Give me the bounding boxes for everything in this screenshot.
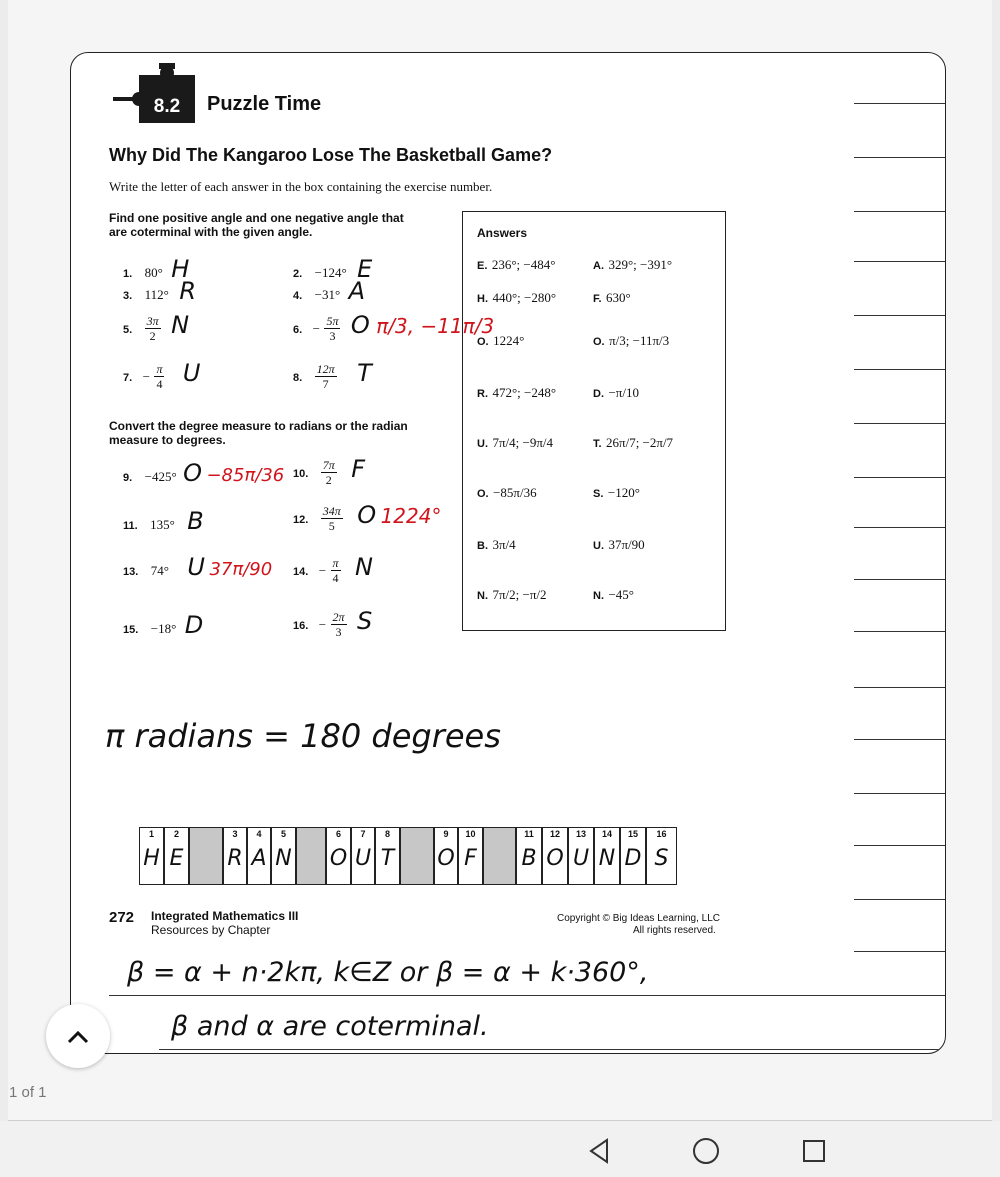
grid-cell: 8 T xyxy=(375,827,400,885)
grid-cell: 6 O xyxy=(326,827,351,885)
section-number: 8.2 xyxy=(139,92,195,122)
part2-heading xyxy=(109,419,408,447)
answers-box xyxy=(462,211,726,631)
copyright: Copyright © Big Ideas Learning, LLC xyxy=(557,913,721,924)
ruled-line xyxy=(854,369,946,370)
home-icon[interactable] xyxy=(690,1135,722,1167)
ruled-line xyxy=(854,845,946,846)
handwritten-answer-12: 1224° xyxy=(380,504,442,528)
ruled-line xyxy=(854,211,946,212)
navigation-bar xyxy=(0,1121,1000,1177)
footer-page-number: 272 xyxy=(109,909,135,926)
grid-spacer xyxy=(400,827,434,885)
exercise-3: 3. 112° R xyxy=(123,277,196,305)
exercise-13: 13. 74° U 37π/90 xyxy=(123,553,273,581)
grid-cell: 16 S xyxy=(646,827,677,885)
exercise-4: 4. −31° A xyxy=(293,277,366,305)
part1-heading-line2: are coterminal with the given angle. xyxy=(109,225,313,239)
answer-item: R. 472°; −248° xyxy=(477,385,557,400)
exercise-16: 16. − $\frac{2\pi}{3}$ S xyxy=(293,607,373,640)
instructions: Write the letter of each answer in the box containing the exercise number. xyxy=(109,179,493,194)
ruled-line xyxy=(854,103,946,104)
exercise-7: 7. − $\frac{\pi}{4}$ U xyxy=(123,359,201,392)
section-title: Puzzle Time xyxy=(207,93,322,115)
answer-grid xyxy=(139,827,677,885)
bottom-rule xyxy=(109,995,945,996)
ruled-line xyxy=(854,477,946,478)
exercise-11: 11. 135° B xyxy=(123,507,204,535)
grid-cell: 7 U xyxy=(351,827,375,885)
answer-item: H. 440°; −280° xyxy=(477,290,557,305)
answer-item: U. 7π/4; −9π/4 xyxy=(477,435,553,450)
answer-item: T. 26π/7; −2π/7 xyxy=(593,435,674,450)
ruled-line xyxy=(854,579,946,580)
answer-item: S. −120° xyxy=(593,485,640,500)
part2-heading-line1: Convert the degree measure to radians or the radian xyxy=(109,419,408,433)
grid-cell: 13 U xyxy=(568,827,594,885)
exercise-12: 12. $\frac{34\pi}{5}$ O 1224° xyxy=(293,501,442,534)
answer-item: N. 7π/2; −π/2 xyxy=(477,587,547,602)
coterminal-formula: β = α + n·2kπ, k∈Z or β = α + k·360°, xyxy=(127,957,649,988)
collapse-button[interactable] xyxy=(46,1004,110,1068)
answer-item: B. 3π/4 xyxy=(477,537,516,552)
answer-item: O. π/3; −11π/3 xyxy=(593,333,670,348)
grid-cell: 12 O xyxy=(542,827,568,885)
document-viewer xyxy=(8,0,992,1121)
grid-cell: 5 N xyxy=(271,827,296,885)
grid-spacer xyxy=(296,827,326,885)
exercise-5: 5. $\frac{3\pi}{2}$ N xyxy=(123,311,190,344)
puzzle-question: Why Did The Kangaroo Lose The Basketball Game? xyxy=(109,145,553,165)
answers-title: Answers xyxy=(477,226,528,240)
exercise-14: 14. − $\frac{\pi}{4}$ N xyxy=(293,553,373,586)
exercise-8: 8. $\frac{12\pi}{7}$ T xyxy=(293,359,372,392)
handwritten-answer-9: −85π/36 xyxy=(206,465,285,486)
back-icon[interactable] xyxy=(585,1137,613,1165)
answer-item: U. 37π/90 xyxy=(593,537,645,552)
exercise-9: 9. −425° O −85π/36 xyxy=(123,459,285,487)
answer-item: E. 236°; −484° xyxy=(477,257,556,272)
handwritten-answer-13: 37π/90 xyxy=(209,559,273,580)
ruled-line xyxy=(854,423,946,424)
page-indicator: 1 of 1 xyxy=(9,1084,47,1101)
grid-cell: 9 O xyxy=(434,827,458,885)
answer-item: O. 1224° xyxy=(477,333,525,348)
part1-heading-line1: Find one positive angle and one negative angle that xyxy=(109,211,404,225)
grid-cell: 15 D xyxy=(620,827,646,885)
worksheet-page xyxy=(70,52,946,1054)
footer-subtitle: Resources by Chapter xyxy=(151,923,271,937)
ruled-line xyxy=(854,157,946,158)
ruled-line xyxy=(854,951,946,952)
exercise-6: 6. − $\frac{5\pi}{3}$ O π/3, −11π/3 xyxy=(293,311,495,344)
footer-title: Integrated Mathematics III xyxy=(151,909,299,923)
bottom-rule xyxy=(159,1049,945,1050)
handwritten-answer-6: π/3, −11π/3 xyxy=(376,314,495,338)
answer-item: O. −85π/36 xyxy=(477,485,537,500)
rights: All rights reserved. xyxy=(633,925,716,936)
grid-cell: 10 F xyxy=(458,827,483,885)
coterminal-conclusion: β and α are coterminal. xyxy=(171,1011,489,1042)
ruled-line xyxy=(854,315,946,316)
grid-spacer xyxy=(483,827,516,885)
grid-cell: 1 H xyxy=(139,827,164,885)
recent-apps-icon[interactable] xyxy=(800,1137,828,1165)
grid-cell: 11 B xyxy=(516,827,542,885)
ruled-line xyxy=(854,899,946,900)
ruled-line xyxy=(854,261,946,262)
grid-cell: 3 R xyxy=(223,827,247,885)
ruled-line xyxy=(854,687,946,688)
ruled-line xyxy=(854,739,946,740)
exercise-1: 1. 80° H xyxy=(123,255,190,283)
grid-cell: 2 E xyxy=(164,827,189,885)
answer-item: A. 329°; −391° xyxy=(593,257,673,272)
grid-cell: 4 A xyxy=(247,827,271,885)
chevron-up-icon xyxy=(46,1004,110,1068)
ruled-line xyxy=(854,631,946,632)
handwritten-note: π radians = 180 degrees xyxy=(105,717,501,755)
exercise-2: 2. −124° E xyxy=(293,255,373,283)
part2-heading-line2: measure to degrees. xyxy=(109,433,226,447)
grid-cell: 14 N xyxy=(594,827,620,885)
answer-item: N. −45° xyxy=(593,587,634,602)
grid-spacer xyxy=(189,827,223,885)
answer-item: F. 630° xyxy=(593,290,631,305)
answer-item: D. −π/10 xyxy=(593,385,639,400)
exercise-15: 15. −18° D xyxy=(123,611,204,639)
part1-heading xyxy=(109,211,404,239)
exercise-10: 10. $\frac{7\pi}{2}$ F xyxy=(293,455,366,488)
ruled-line xyxy=(854,793,946,794)
ruled-line xyxy=(854,527,946,528)
